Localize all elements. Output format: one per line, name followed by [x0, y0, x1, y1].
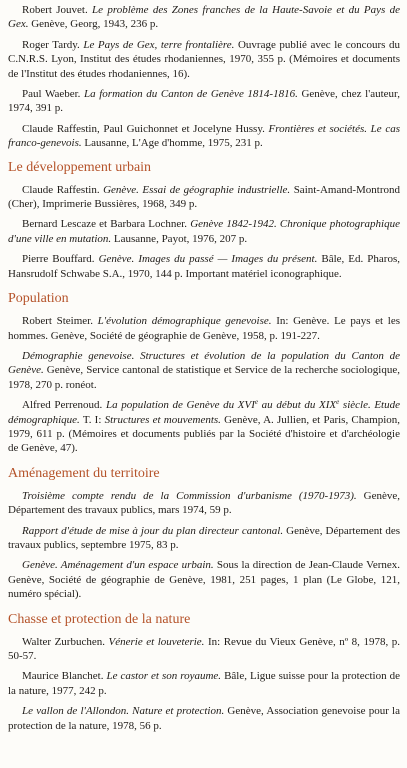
bib-entry: Troisième compte rendu de la Commission d'urbanisme (1970-1973). Genève, Département des travaux publics, mars 1974, 59 p.: [8, 489, 400, 517]
bib-entry: Robert Jouvet. Le problème des Zones franches de la Haute-Savoie et du Pays de Gex. Genève, Georg, 1943, 236 p.: [8, 4, 400, 31]
bib-entry: Genève. Aménagement d'un espace urbain. Sous la direction de Jean-Claude Vernex. Genève, Société de géographie de Genève, 1981, 251 pages, 1 plan (Le Globe, 121, numéro spécial).: [8, 559, 401, 601]
bib-entry: Claude Raffestin. Genève. Essai de géographie industrielle. Saint-Amand-Montrond (Cher), Imprimerie Bussières, 1968, 349 p.: [8, 183, 401, 211]
bib-entry: Rapport d'étude de mise à jour du plan directeur cantonal. Genève, Département des travaux publics, septembre 1975, 83 p.: [8, 524, 401, 551]
bib-entry: Le vallon de l'Allondon. Nature et protection. Genève, Association genevoise pour la protection de la nature, 1978, 56 p.: [8, 705, 401, 732]
section-heading-urban-development: Le développement urbain: [8, 159, 152, 175]
bib-entry: Roger Tardy. Le Pays de Gex, terre frontalière. Ouvrage publié avec le concours du C.N.R.S. Lyon, Institut des études rhodaniennes, 1970, 355 p. (Mémoires et documents de l'Institut des études rhodaniennes, 16).: [8, 38, 400, 80]
bib-entry: Pierre Bouffard. Genève. Images du passé — Images du présent. Bâle, Ed. Pharos, Hansrudolf Schwabe S.A., 1970, 144 p. Important matériel iconographique.: [8, 253, 400, 280]
section-heading-land-planning: Aménagement du territoire: [8, 465, 160, 481]
bib-entry: Robert Steimer. L'évolution démographique genevoise. In: Genève. Le pays et les hommes. Genève, Société de géographie de Genève, 1958, p. 191-227.: [8, 315, 400, 342]
bib-entry: Maurice Blanchet. Le castor et son royaume. Bâle, Ligue suisse pour la protection de la nature, 1977, 242 p.: [8, 670, 400, 697]
bib-entry: Claude Raffestin, Paul Guichonnet et Jocelyne Hussy. Frontières et sociétés. Le cas franco-genevois. Lausanne, L'Age d'homme, 1975, 231 p.: [8, 122, 401, 150]
section-heading-population: Population: [8, 291, 69, 307]
bib-entry: Walter Zurbuchen. Vénerie et louveterie. In: Revue du Vieux Genève, nº 8, 1978, p. 50-57.: [8, 635, 400, 662]
bib-entry: Paul Waeber. La formation du Canton de Genève 1814-1816. Genève, chez l'auteur, 1974, 391 p.: [8, 88, 400, 115]
bib-entry-perrenoud: Alfred Perrenoud. La population de Genève du XVIe au début du XIXe siècle. Etude démographique. T. I: Structures et mouvements. Genève, A. Jullien, et Paris, Champion, 1979, 611 p. (Mémoires et documents publiés par la Société d'histoire et d'archéologie de Genève, 47).: [8, 398, 401, 455]
bib-entry: Bernard Lescaze et Barbara Lochner. Genève 1842-1942. Chronique photographique d'une ville en mutation. Lausanne, Payot, 1976, 207 p.: [8, 218, 400, 245]
bib-entry: Démographie genevoise. Structures et évolution de la population du Canton de Genève. Genève, Service cantonal de statistique et Service de la recherche sociologique, 1978, 270 p. ronéot.: [8, 349, 400, 391]
section-heading-hunting-nature: Chasse et protection de la nature: [8, 611, 191, 627]
